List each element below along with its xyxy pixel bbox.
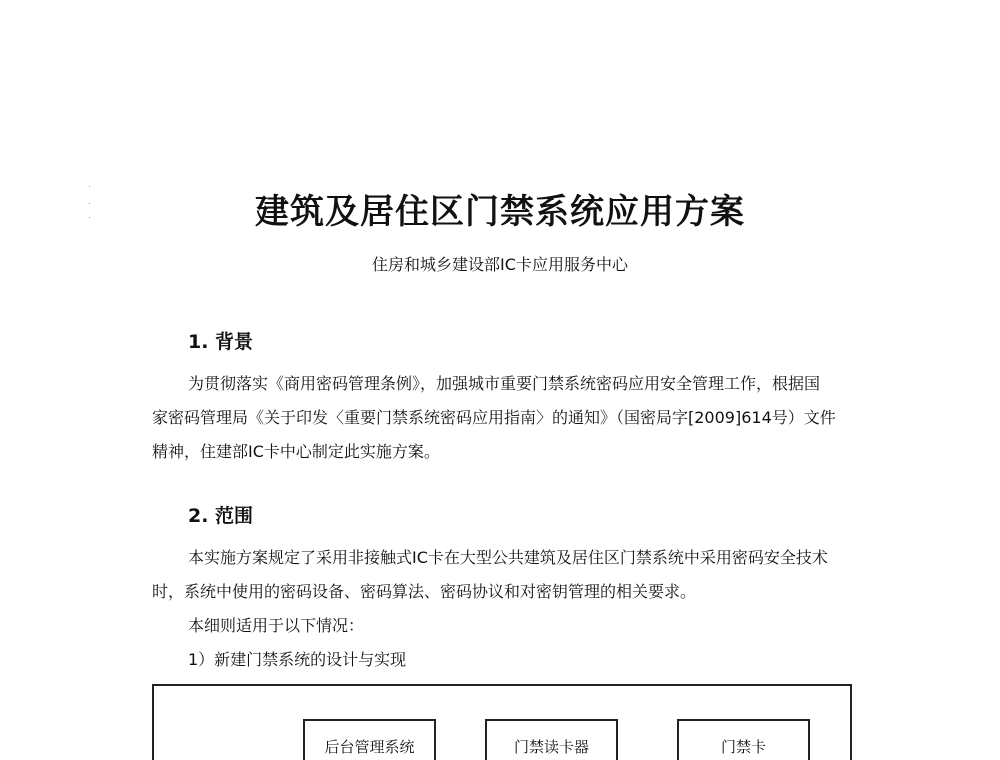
paragraph-line: 本实施方案规定了采用非接触式IC卡在大型公共建筑及居住区门禁系统中采用密码安全技术 — [188, 548, 828, 567]
diagram-node-backend-system: 后台管理系统 — [303, 719, 436, 760]
paragraph-line: 时，系统中使用的密码设备、密码算法、密码协议和对密钥管理的相关要求。 — [152, 582, 697, 601]
diagram-node-card-reader: 门禁读卡器 — [485, 719, 618, 760]
scan-artifact — [89, 186, 90, 187]
paragraph-line: 为贯彻落实《商用密码管理条例》，加强城市重要门禁系统密码应用安全管理工作，根据国 — [188, 374, 821, 393]
diagram-node-access-card: 门禁卡 — [677, 719, 810, 760]
list-item: 1）新建门禁系统的设计与实现 — [188, 650, 407, 669]
paragraph-line: 本细则适用于以下情况： — [188, 616, 365, 635]
document-title: 建筑及居住区门禁系统应用方案 — [255, 192, 745, 232]
section-heading-background: 1. 背景 — [188, 331, 254, 353]
section-heading-scope: 2. 范围 — [188, 505, 254, 527]
document-subtitle: 住房和城乡建设部IC卡应用服务中心 — [372, 255, 628, 274]
paragraph-line: 家密码管理局《关于印发〈重要门禁系统密码应用指南〉的通知》（国密局字[2009]614号）文件 — [152, 408, 836, 427]
paragraph-line: 精神，住建部IC卡中心制定此实施方案。 — [152, 442, 440, 461]
